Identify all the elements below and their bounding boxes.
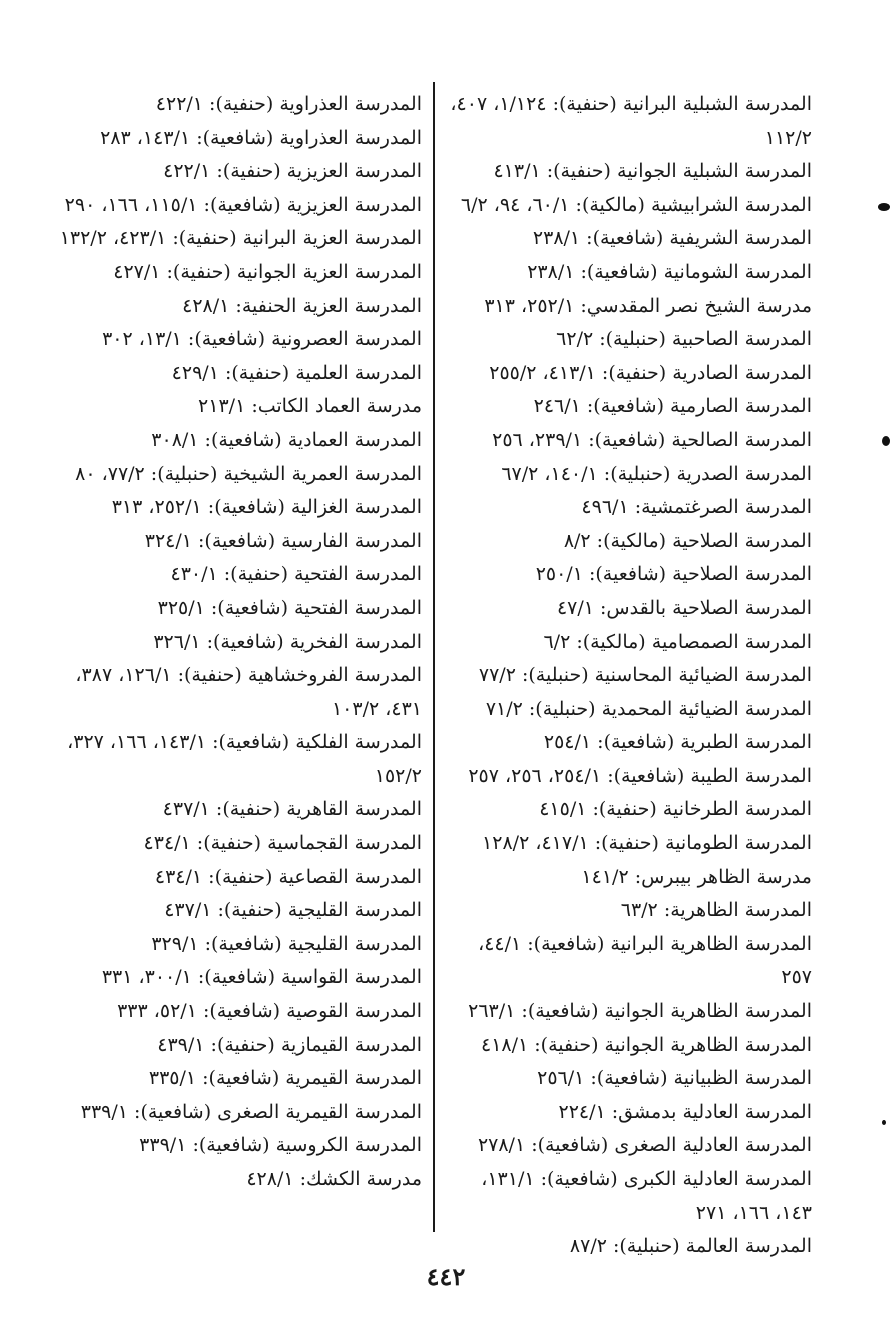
index-entry: المدرسة العادلية الصغرى (شافعية): ٢٧٨/١ <box>477 1134 812 1157</box>
right-column <box>446 88 812 1264</box>
index-entry: المدرسة الشومانية (شافعية): ٢٣٨/١ <box>527 260 812 283</box>
index-entry: المدرسة العذراوية (شافعية): ١٤٣/١، ٢٨٣ <box>100 126 422 149</box>
index-entry: المدرسة العالمة (حنبلية): ٨٧/٢ <box>569 1235 812 1258</box>
index-entry: المدرسة الصالحية (شافعية): ٢٣٩/١، ٢٥٦ <box>492 428 812 451</box>
index-entry: المدرسة القواسية (شافعية): ٣٠٠/١، ٣٣١ <box>101 966 422 989</box>
index-entry: المدرسة الفروخشاهية (حنفية): ١٢٦/١، ٣٨٧، ٤٣١، ١٠٣/٢ <box>75 664 422 720</box>
index-entry: المدرسة الصادرية (حنفية): ٤١٣/١، ٢٥٥/٢ <box>489 361 812 384</box>
index-entry: المدرسة الطرخانية (حنفية): ٤١٥/١ <box>539 798 812 821</box>
index-entry: المدرسة الطومانية (حنفية): ٤١٧/١، ١٢٨/٢ <box>482 832 812 855</box>
index-entry: المدرسة العذراوية (حنفية): ٤٢٢/١ <box>155 93 422 115</box>
index-entry: المدرسة الطبرية (شافعية): ٢٥٤/١ <box>543 731 812 754</box>
index-entry: المدرسة الصاحبية (حنبلية): ٦٢/٢ <box>556 328 812 351</box>
index-entry: المدرسة الصلاحية بالقدس: ٤٧/١ <box>556 596 812 619</box>
index-entry: المدرسة الشريفية (شافعية): ٢٣٨/١ <box>532 227 812 250</box>
index-entry: المدرسة العمادية (شافعية): ٣٠٨/١ <box>151 428 422 451</box>
index-entry: مدرسة الشيخ نصر المقدسي: ٢٥٢/١، ٣١٣ <box>484 294 812 317</box>
index-entry: المدرسة العلمية (حنفية): ٤٢٩/١ <box>171 361 422 384</box>
index-entry: المدرسة القاهرية (حنفية): ٤٣٧/١ <box>162 798 422 821</box>
page-number: ٤٤٢ <box>426 1262 466 1291</box>
index-entry: المدرسة الغزالية (شافعية): ٢٥٢/١، ٣١٣ <box>111 496 422 519</box>
index-entry: المدرسة الظبيانية (شافعية): ٢٥٦/١ <box>537 1067 812 1090</box>
index-entry: المدرسة القيمازية (حنفية): ٤٣٩/١ <box>157 1033 422 1056</box>
column-divider <box>433 82 435 1232</box>
index-entry: المدرسة الظاهرية البرانية (شافعية): ٤٤/١، ٢٥٧ <box>478 932 812 989</box>
index-entry: المدرسة العزيزية (حنفية): ٤٢٢/١ <box>163 160 422 183</box>
index-entry: المدرسة العزيزية (شافعية): ١١٥/١، ١٦٦، ٢٩٠ <box>64 193 422 216</box>
index-entry: المدرسة الشرابيشية (مالكية): ٦٠/١، ٩٤، ٦/٢ <box>460 193 812 216</box>
index-entry: مدرسة العماد الكاتب: ٢١٣/١ <box>198 395 422 418</box>
index-entry: المدرسة العمرية الشيخية (حنبلية): ٧٧/٢، ٨٠ <box>75 462 422 485</box>
index-entry: المدرسة الصمصامية (مالكية): ٦/٢ <box>543 630 812 653</box>
index-entry: المدرسة الصلاحية (مالكية): ٨/٢ <box>563 529 812 552</box>
index-entry: المدرسة الصارمية (شافعية): ٢٤٦/١ <box>533 395 812 418</box>
index-entry: المدرسة القيمرية (شافعية): ٣٣٥/١ <box>148 1067 422 1090</box>
index-entry: المدرسة العصرونية (شافعية): ١٣/١، ٣٠٢ <box>102 328 422 351</box>
index-entry: المدرسة الظاهرية الجوانية (حنفية): ٤١٨/١ <box>481 1033 812 1056</box>
index-entry: المدرسة الفتحية (حنفية): ٤٣٠/١ <box>170 563 422 586</box>
index-entry: المدرسة القيمرية الصغرى (شافعية): ٣٣٩/١ <box>80 1100 422 1123</box>
index-entry: المدرسة العزية الحنفية: ٤٢٨/١ <box>182 294 422 317</box>
margin-speck <box>882 1120 886 1125</box>
index-entry: مدرسة الظاهر بيبرس: ١٤١/٢ <box>581 865 812 888</box>
index-entry: المدرسة الفتحية (شافعية): ٣٢٥/١ <box>157 596 422 619</box>
index-entry: المدرسة الصرغتمشية: ٤٩٦/١ <box>581 496 812 519</box>
index-entry: مدرسة الكشك: ٤٢٨/١ <box>246 1168 422 1190</box>
index-entry: المدرسة الفخرية (شافعية): ٣٢٦/١ <box>153 630 422 653</box>
index-entry: المدرسة العزية البرانية (حنفية): ٤٢٣/١، ١٣٢/٢ <box>59 227 422 250</box>
index-entry: المدرسة الكروسية (شافعية): ٣٣٩/١ <box>139 1134 422 1157</box>
index-entry: المدرسة الصدرية (حنبلية): ١٤٠/١، ٦٧/٢ <box>501 462 812 485</box>
index-entry: المدرسة الضيائية المحمدية (حنبلية): ٧١/٢ <box>485 697 812 720</box>
index-entry: المدرسة الصلاحية (شافعية): ٢٥٠/١ <box>535 563 812 586</box>
margin-speck <box>882 436 890 446</box>
index-entry: المدرسة القليجية (حنفية): ٤٣٧/١ <box>164 899 422 922</box>
index-entry: المدرسة الفارسية (شافعية): ٣٢٤/١ <box>144 529 422 552</box>
left-column <box>42 88 422 1197</box>
index-entry: المدرسة الشبلية البرانية (حنفية): ١/١٢٤، ٤٠٧، ١١٢/٢ <box>450 93 812 149</box>
index-entry: المدرسة الضيائية المحاسنية (حنبلية): ٧٧/٢ <box>478 664 812 687</box>
index-entry: المدرسة العادلية الكبرى (شافعية): ١٣١/١، ١٤٣، ١٦٦، ٢٧١ <box>481 1168 812 1224</box>
index-entry: المدرسة العادلية بدمشق: ٢٢٤/١ <box>558 1100 812 1123</box>
index-entry: المدرسة الفلكية (شافعية): ١٤٣/١، ١٦٦، ٣٢٧، ١٥٢/٢ <box>67 731 422 787</box>
index-entry: المدرسة القليجية (شافعية): ٣٢٩/١ <box>151 932 422 955</box>
index-entry: المدرسة العزية الجوانية (حنفية): ٤٢٧/١ <box>113 260 422 283</box>
index-entry: المدرسة الطيبة (شافعية): ٢٥٤/١، ٢٥٦، ٢٥٧ <box>468 764 812 787</box>
index-entry: المدرسة الظاهرية: ٦٣/٢ <box>620 899 812 922</box>
index-entry: المدرسة القجماسية (حنفية): ٤٣٤/١ <box>143 832 422 855</box>
index-entry: المدرسة الشبلية الجوانية (حنفية): ٤١٣/١ <box>493 160 812 183</box>
margin-speck <box>878 203 890 211</box>
index-entry: المدرسة القصاعية (حنفية): ٤٣٤/١ <box>154 865 422 888</box>
index-entry: المدرسة القوصية (شافعية): ٥٢/١، ٣٣٣ <box>117 1000 422 1023</box>
index-entry: المدرسة الظاهرية الجوانية (شافعية): ٢٦٣/١ <box>468 1000 812 1023</box>
